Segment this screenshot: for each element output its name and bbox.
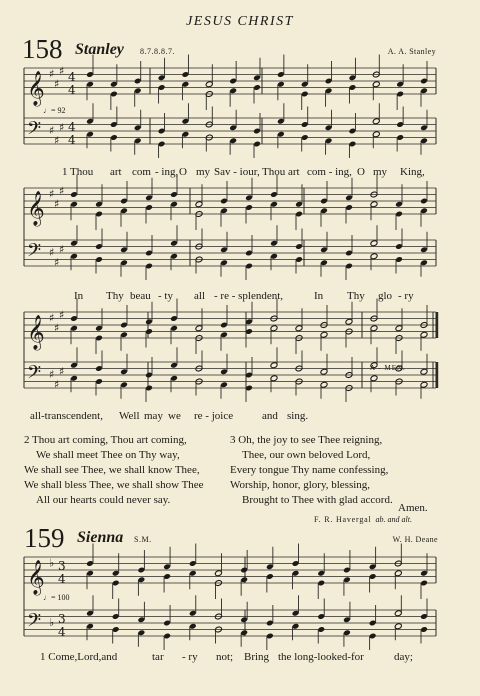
lyric-word: - ry bbox=[182, 651, 198, 663]
flat-icon: ♭ bbox=[49, 616, 55, 629]
lyric-word: sing. bbox=[287, 410, 309, 422]
lyric-word: not; bbox=[216, 651, 234, 663]
sharp-icon: ♯ bbox=[59, 364, 65, 378]
verse-3 bbox=[230, 433, 393, 508]
verse-line: We shall see Thee, we shall know Thee, bbox=[24, 464, 200, 476]
lyric-word: - ty bbox=[158, 290, 173, 302]
lyric-word: all bbox=[194, 290, 205, 302]
time-signature: 4 bbox=[68, 83, 76, 97]
sharp-icon: ♯ bbox=[59, 308, 65, 322]
lyric-word: Bring bbox=[244, 651, 270, 663]
author-line bbox=[314, 515, 412, 524]
lyric-word: In bbox=[314, 290, 324, 302]
verse-line: 3 Oh, the joy to see Thee reigning, bbox=[230, 434, 383, 446]
tempo-158: ♩= 92 bbox=[43, 106, 66, 115]
quarter-note-icon: ♩ bbox=[43, 106, 51, 115]
treble-clef-icon: 𝄞 bbox=[27, 560, 45, 595]
lyric-word: - re - splendent, bbox=[214, 290, 284, 302]
sharp-icon: ♯ bbox=[54, 77, 60, 91]
tune-name-stanley: Stanley bbox=[75, 41, 124, 58]
lyric-word: King, bbox=[400, 166, 425, 178]
time-signature: 4 bbox=[58, 625, 66, 639]
flat-icon: ♭ bbox=[49, 556, 55, 570]
sharp-icon: ♯ bbox=[59, 184, 65, 198]
verse-line: We shall bless Thee, we shall show Thee bbox=[24, 479, 204, 491]
lyric-word: re - joice bbox=[194, 410, 234, 422]
lyric-word: Thy bbox=[106, 290, 124, 302]
page-header: JESUS CHRIST bbox=[186, 14, 294, 29]
lyric-word: and bbox=[262, 410, 278, 422]
sharp-icon: ♯ bbox=[59, 64, 65, 78]
lyric-word: 1 Come,Lord,and bbox=[40, 651, 118, 663]
lyric-word: com - ing, bbox=[307, 166, 352, 178]
composer-159: W. H. Deane bbox=[392, 535, 438, 544]
sharp-icon: ♯ bbox=[59, 242, 65, 256]
lyric-word: 1 Thou bbox=[62, 166, 94, 178]
sharp-icon: ♯ bbox=[49, 187, 55, 201]
hymn-number-159: 159 bbox=[24, 523, 65, 553]
time-signature: 4 bbox=[58, 572, 66, 586]
lyric-word: day; bbox=[394, 651, 413, 663]
sharp-icon: ♯ bbox=[49, 67, 55, 81]
lyric-word: com bbox=[132, 166, 151, 178]
lyric-word: In bbox=[74, 290, 84, 302]
time-signature: 4 bbox=[68, 133, 76, 147]
tune-name-sienna: Sienna bbox=[77, 529, 124, 546]
sharp-icon: ♯ bbox=[49, 246, 55, 259]
composer-158: A. A. Stanley bbox=[387, 47, 436, 56]
verse-amen: Amen. bbox=[398, 502, 428, 514]
lyric-word: O bbox=[357, 166, 365, 178]
sharp-icon: ♯ bbox=[54, 377, 60, 391]
verse-line: Brought to Thee with glad accord. bbox=[242, 494, 393, 506]
lyric-word: beau bbox=[130, 290, 151, 302]
sharp-icon: ♯ bbox=[54, 255, 60, 269]
hymn-number-158: 158 bbox=[22, 34, 63, 64]
lyric-word: Thy bbox=[347, 290, 365, 302]
meter-159: S.M. bbox=[134, 535, 152, 544]
lyric-word: art bbox=[110, 166, 122, 178]
verse-line: Worship, honor, glory, blessing, bbox=[230, 479, 371, 491]
bass-clef-icon: 𝄢 bbox=[27, 362, 42, 388]
sharp-icon: ♯ bbox=[49, 311, 55, 325]
verse-line: Every tongue Thy name confessing, bbox=[230, 464, 389, 476]
author-name: F. R. Havergal bbox=[314, 515, 372, 524]
lyric-word: - ry bbox=[398, 290, 414, 302]
lyric-word: may bbox=[144, 410, 163, 422]
lyric-word: tar bbox=[152, 651, 164, 663]
lyric-word: the long-looked-for bbox=[278, 651, 364, 663]
lyric-word: we bbox=[168, 410, 181, 422]
lyric-word: all-transcendent, bbox=[30, 410, 103, 422]
treble-clef-icon: 𝄞 bbox=[27, 191, 45, 226]
lyric-word: Sav - iour, bbox=[214, 166, 260, 178]
sharp-icon: ♯ bbox=[54, 133, 60, 147]
time-signature: 4 bbox=[68, 70, 76, 84]
sharp-icon: ♯ bbox=[49, 368, 55, 381]
verse-2 bbox=[24, 433, 204, 508]
bass-clef-icon: 𝄢 bbox=[27, 118, 42, 144]
author-note: ab. and alt. bbox=[375, 515, 412, 524]
lyric-word: Well bbox=[119, 410, 140, 422]
tempo-159: ♩= 100 bbox=[43, 593, 70, 602]
meter-158: 8.7.8.8.7. bbox=[140, 47, 175, 56]
lyric-word: glo bbox=[378, 290, 393, 302]
lyric-word: O bbox=[179, 166, 187, 178]
bass-clef-icon: 𝄢 bbox=[27, 610, 42, 636]
quarter-note-icon: ♩ bbox=[43, 593, 51, 602]
treble-clef-icon: 𝄞 bbox=[27, 71, 45, 106]
sharp-icon: ♯ bbox=[59, 120, 65, 134]
lyric-word: - ing, bbox=[155, 166, 179, 178]
verse-line: All our hearts could never say. bbox=[36, 494, 171, 506]
verse-line: We shall meet Thee on Thy way, bbox=[36, 449, 180, 461]
time-signature: 3 bbox=[58, 559, 66, 573]
treble-clef-icon: 𝄞 bbox=[27, 315, 45, 350]
lyric-word: my bbox=[196, 166, 211, 178]
verse-line: 2 Thou art coming, Thou art coming, bbox=[24, 434, 187, 446]
lyric-word: my bbox=[373, 166, 388, 178]
bass-clef-icon: 𝄢 bbox=[27, 240, 42, 266]
time-signature: 4 bbox=[68, 120, 76, 134]
sharp-icon: ♯ bbox=[54, 321, 60, 335]
lyric-word: art bbox=[288, 166, 300, 178]
amen-label: A - MEN. bbox=[370, 364, 406, 372]
sharp-icon: ♯ bbox=[54, 197, 60, 211]
lyric-word: Thou bbox=[262, 166, 286, 178]
sharp-icon: ♯ bbox=[49, 124, 55, 137]
verse-line: Thee, our own beloved Lord, bbox=[242, 449, 371, 461]
time-signature: 3 bbox=[58, 612, 66, 626]
